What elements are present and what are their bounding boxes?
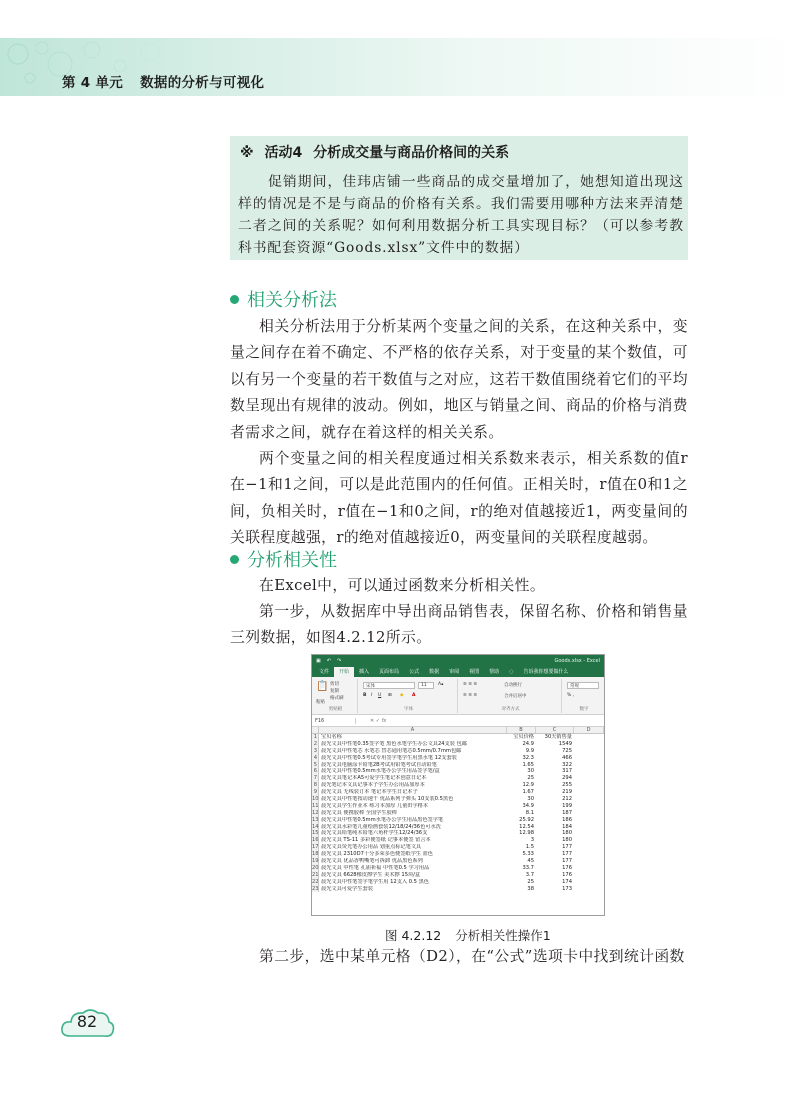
cell-price[interactable]: 9.9 <box>525 747 534 754</box>
cell-price[interactable]: 12.54 <box>519 823 534 830</box>
cell-sales[interactable]: 725 <box>562 747 572 754</box>
cell-name[interactable]: 晨光文具 无线装订本 笔记本学生日记本子 <box>321 789 418 796</box>
lightbulb-icon[interactable]: ◌ <box>509 669 514 675</box>
cell-name[interactable]: 晨光文具学生作业本 练习本加厚 儿童田字格本 <box>321 802 429 809</box>
cell-d[interactable] <box>574 872 604 879</box>
cell-sales[interactable]: 219 <box>562 789 572 796</box>
cell-sales[interactable]: 180 <box>562 830 572 837</box>
row-number[interactable]: 14 <box>312 823 319 830</box>
cell-d[interactable] <box>574 775 604 782</box>
cell-d[interactable] <box>574 782 604 789</box>
row-number[interactable]: 17 <box>312 844 319 851</box>
table-row <box>312 775 604 782</box>
paragraph-correlation-definition: 相关分析法用于分析某两个变量之间的关系，在这种关系中，变量之间存在着不确定、不严格的依存关系，对于变量的某个数值，可以有另一个变量的若干数值与之对应，这若干数值围绕着它们的平均数呈现出有规律的波动。例如，地区与销量之间、商品的价格与消费者需求之间，就存在着这样的相关关系。 <box>230 318 688 441</box>
table-row <box>312 782 604 789</box>
cell-price[interactable]: 1.67 <box>522 789 534 796</box>
cell-sales[interactable]: 255 <box>562 782 572 789</box>
cell-price[interactable]: 45 <box>527 858 534 865</box>
row-number[interactable]: 10 <box>312 796 319 803</box>
tab-page-layout[interactable]: 页面布局 <box>379 669 400 675</box>
cell-d[interactable] <box>574 789 604 796</box>
table-row <box>312 748 604 755</box>
font-group <box>360 679 458 713</box>
table-row <box>312 789 604 796</box>
excel-ribbon <box>312 677 604 715</box>
table-row <box>312 858 604 865</box>
cell-sales[interactable]: 177 <box>562 851 572 858</box>
cell-price[interactable]: 33.7 <box>522 864 534 871</box>
unit-title-text: 数据的分析与可视化 <box>140 75 265 91</box>
cell-d[interactable] <box>574 830 604 837</box>
select-all-corner[interactable] <box>312 727 319 733</box>
font-group-label: 字体 <box>404 707 413 712</box>
table-row <box>312 837 604 844</box>
tab-review[interactable]: 审阅 <box>449 669 460 675</box>
row-number[interactable]: 22 <box>312 878 319 885</box>
number-group <box>564 679 604 713</box>
cell-name[interactable]: 晨光文具可爱学生套装 <box>321 885 373 892</box>
cell-d[interactable] <box>574 768 604 775</box>
cell-sales[interactable]: 187 <box>562 809 572 816</box>
row-number[interactable]: 23 <box>312 885 319 892</box>
tab-file[interactable]: 文件 <box>319 669 330 675</box>
activity-label: 活动4 <box>264 145 303 161</box>
cell-price[interactable]: 25.92 <box>519 816 534 823</box>
row-number[interactable]: 15 <box>312 830 319 837</box>
cell-d[interactable] <box>574 886 604 893</box>
cell-name[interactable]: 晨光文具 2310D7十分多荣多色便签纸学生 蓝色 <box>321 851 433 858</box>
fill-color-icon[interactable]: ◆ <box>400 693 404 698</box>
excel-screenshot <box>311 654 605 916</box>
table-row <box>312 734 604 741</box>
tab-formulas[interactable]: 公式 <box>409 669 420 675</box>
paragraph-correlation-coefficient: 两个变量之间的相关程度通过相关系数来表示，相关系数的值r在−1和1之间，可以是此范围内的任何值。正相关时，r值在0和1之间，负相关时，r值在−1和0之间，r的绝对值越接近1，两变量间的关联程度越强，r的绝对值越接近0，两变量间的关联程度越弱。 <box>230 450 688 547</box>
activity-title <box>240 142 509 162</box>
cell-price[interactable]: 32.3 <box>522 754 534 761</box>
cell-sales[interactable]: 180 <box>562 837 572 844</box>
cell-name[interactable]: 晨光文具中性笔0.5考试专用签字笔学生用黑水笔 12支套装 <box>321 754 457 761</box>
cell-price[interactable]: 38 <box>527 885 534 892</box>
cell-price[interactable]: 30 <box>527 768 534 775</box>
cell-name[interactable]: 晨光文具水彩笔儿童绘画套装12/18/24/36色可水洗 <box>321 823 441 830</box>
row-number[interactable]: 4 <box>313 754 317 761</box>
tab-home[interactable]: 开始 <box>334 667 354 677</box>
cell-name[interactable]: 晨光文具笔记本A5可爱学生笔记本创意日记本 <box>321 775 427 782</box>
excel-ribbon-tabs <box>312 666 604 677</box>
cell-sales[interactable]: 173 <box>562 885 572 892</box>
table-row <box>312 796 604 803</box>
column-header-c[interactable]: C <box>536 727 574 733</box>
row-number[interactable]: 7 <box>313 775 317 782</box>
paragraph-excel-intro: 在Excel中，可以通过函数来分析相关性。 <box>259 577 546 594</box>
cell-price[interactable]: 12.98 <box>519 830 534 837</box>
align-left-icon[interactable]: ≡ ≡ ≡ <box>463 693 478 698</box>
paste-button[interactable]: 粘贴 <box>316 700 325 705</box>
cell-d[interactable] <box>574 865 604 872</box>
wrap-text-button[interactable]: 自动换行 <box>504 683 522 688</box>
cell-d[interactable] <box>574 748 604 755</box>
bullet-dot-icon <box>230 295 239 304</box>
cell-name[interactable]: 晨光文具中性笔0.5mm水笔办公学生用品签字笔/盒 <box>321 768 440 775</box>
cell-d[interactable] <box>574 844 604 851</box>
cell-d[interactable] <box>574 734 604 741</box>
table-row <box>312 762 604 769</box>
cell-sales[interactable]: 174 <box>562 878 572 885</box>
table-row <box>312 830 604 837</box>
border-icon[interactable]: ⊞ <box>388 693 392 698</box>
redo-icon[interactable]: ↷ <box>336 657 342 664</box>
table-row <box>312 817 604 824</box>
unit-number: 第 4 单元 <box>62 75 124 91</box>
cell-name[interactable]: 晨光文具中性笔0.35签字笔 黑色水笔学生办公文具24支装 包邮 <box>321 740 467 747</box>
cell-d[interactable] <box>574 796 604 803</box>
name-box[interactable]: F16 <box>312 718 356 724</box>
cell-name[interactable]: 晨光文具中性笔按动速干 优品系列子弹头 10支装0.5黑色 <box>321 796 454 803</box>
activity-box <box>230 136 688 260</box>
cell-d[interactable] <box>574 837 604 844</box>
clipboard-group <box>314 679 358 713</box>
alignment-group-label: 对齐方式 <box>501 707 520 712</box>
figure-number: 图 4.2.12 <box>385 928 442 943</box>
table-row <box>312 872 604 879</box>
cell-price[interactable]: 34.9 <box>522 802 534 809</box>
row-number[interactable]: 9 <box>313 789 317 796</box>
clipboard-group-label: 剪贴板 <box>328 707 343 712</box>
copy-button[interactable]: 复制 <box>330 689 339 694</box>
save-icon[interactable]: ▣ <box>316 657 321 664</box>
section-heading-text: 相关分析法 <box>247 290 337 311</box>
italic-icon[interactable]: I <box>371 693 373 698</box>
cell-name[interactable]: 晨光笔记本文具记事本子学生办公用品加厚本 <box>321 782 425 789</box>
cell-name[interactable]: 晨光文具中性笔0.5mm水笔办公学生用品黑色签字笔 <box>321 816 444 823</box>
cell-name[interactable]: 晨光文具 中性笔 孔庙祈福 中性笔0.5 学习用品 <box>321 864 430 871</box>
row-number[interactable]: 3 <box>313 747 317 754</box>
row-number[interactable]: 1 <box>313 734 317 740</box>
cell-price[interactable]: 1.65 <box>522 761 534 768</box>
column-headers <box>312 727 604 734</box>
cell-price[interactable]: 3 <box>530 837 534 844</box>
cell-sales[interactable]: 212 <box>562 796 572 803</box>
row-number[interactable]: 19 <box>312 858 319 865</box>
number-format-select[interactable]: 常规 <box>567 682 599 689</box>
row-number[interactable]: 2 <box>313 740 317 747</box>
page-number: 82 <box>76 1012 98 1031</box>
cell-price[interactable]: 24.9 <box>522 740 534 747</box>
cell-sales[interactable]: 176 <box>562 871 572 878</box>
cell-d[interactable] <box>574 762 604 769</box>
table-row <box>312 844 604 851</box>
table-row <box>312 879 604 886</box>
cell-name[interactable]: 宝贝名称 <box>321 734 342 740</box>
table-row <box>312 755 604 762</box>
cut-button[interactable]: 剪切 <box>330 682 339 687</box>
spreadsheet-grid[interactable] <box>312 727 604 892</box>
row-number[interactable]: 11 <box>312 802 319 809</box>
row-number[interactable]: 12 <box>312 809 319 816</box>
cell-price[interactable]: 12.9 <box>522 782 534 789</box>
table-row <box>312 810 604 817</box>
number-group-label: 数字 <box>579 707 589 712</box>
tell-me-search[interactable]: 告诉我你想要做什么 <box>523 669 569 675</box>
section-heading-analyze-correlation <box>230 546 337 572</box>
font-color-icon[interactable]: A <box>412 693 416 698</box>
cell-price[interactable]: 8.1 <box>525 809 534 816</box>
table-row <box>312 824 604 831</box>
table-row <box>312 741 604 748</box>
cell-sales[interactable]: 176 <box>562 864 572 871</box>
cell-name[interactable]: 晨光文具 优品香鸭嘴笔可拆卸 优品黑色系列 <box>321 858 423 865</box>
merge-center-button[interactable]: 合并后居中 <box>504 694 527 699</box>
cell-sales[interactable]: 317 <box>562 768 572 775</box>
activity-title-text: 分析成交量与商品价格间的关系 <box>313 145 510 161</box>
cell-name[interactable]: 晨光文具 6628橡皮擦学生 美术擦 15块/盒 <box>321 871 421 878</box>
cell-name[interactable]: 晨光文具 TS-11 多彩便签纸 记事本便签 留言本 <box>321 837 431 844</box>
row-number[interactable]: 18 <box>312 851 319 858</box>
unit-header <box>62 71 276 91</box>
section-heading-text: 分析相关性 <box>247 550 337 571</box>
excel-title-bar <box>312 655 604 666</box>
tab-insert[interactable]: 插入 <box>359 669 370 675</box>
format-painter-button[interactable]: 格式刷 <box>330 696 344 701</box>
cell-d[interactable] <box>574 879 604 886</box>
cell-sales[interactable]: 186 <box>562 816 572 823</box>
formula-icons[interactable]: ✕ ✓ fx <box>370 717 387 724</box>
table-row <box>312 865 604 872</box>
column-header-b[interactable]: B <box>507 727 536 733</box>
cell-price[interactable]: 30 <box>527 796 534 803</box>
bullet-dot-icon <box>230 555 239 564</box>
cell-name[interactable]: 晨光文具荧光笔办公用品 划重点标记笔文具 <box>321 844 422 851</box>
cell-d[interactable] <box>574 755 604 762</box>
tab-view[interactable]: 视图 <box>469 669 480 675</box>
cell-price[interactable]: 25 <box>527 878 534 885</box>
row-number[interactable]: 13 <box>312 816 319 823</box>
formula-bar <box>312 715 604 727</box>
column-header-d[interactable]: D <box>574 727 604 733</box>
cell-d[interactable] <box>574 741 604 748</box>
cell-name[interactable]: 晨光文具 便携胶棒 全国学生胶棒 <box>321 809 397 816</box>
cell-d[interactable] <box>574 824 604 831</box>
font-size-select[interactable]: 11 <box>418 682 434 689</box>
column-header-a[interactable]: A <box>319 727 507 733</box>
table-row <box>312 851 604 858</box>
row-number[interactable]: 5 <box>313 761 317 768</box>
grid-rows <box>312 734 604 892</box>
underline-icon[interactable]: U <box>378 693 382 698</box>
cell-sales[interactable]: 177 <box>562 844 572 851</box>
figure-caption <box>385 926 561 944</box>
cell-sales[interactable]: 199 <box>562 802 572 809</box>
cell-name[interactable]: 晨光文具中性笔芯 水笔芯 替芯通用笔芯0.5mm/0.7mm包邮 <box>321 747 462 754</box>
alignment-group <box>460 679 562 713</box>
section-heading-correlation-method <box>230 286 337 312</box>
cell-sales[interactable]: 322 <box>562 761 572 768</box>
font-name-select[interactable]: 宋体 <box>363 682 415 689</box>
cell-name[interactable]: 晨光文具电脑涂卡铅笔2B考试用铅笔考试自动铅笔 <box>321 761 437 768</box>
cell-d[interactable] <box>574 858 604 865</box>
row-number[interactable]: 20 <box>312 864 319 871</box>
cell-sales[interactable]: 294 <box>562 775 572 782</box>
cell-sales[interactable]: 184 <box>562 823 572 830</box>
paragraph-step-one: 第一步，从数据库中导出商品销售表，保留名称、价格和销售量三列数据，如图4.2.12所示。 <box>230 603 688 647</box>
activity-mark: ※ <box>240 145 254 161</box>
table-row <box>312 768 604 775</box>
row-number[interactable]: 21 <box>312 871 319 878</box>
cell-price[interactable]: 1.5 <box>525 844 534 851</box>
tab-help[interactable]: 帮助 <box>489 669 500 675</box>
figure-caption-text: 分析相关性操作1 <box>455 928 551 943</box>
cell-price[interactable]: 5.33 <box>522 851 534 858</box>
cell-sales[interactable]: 30天销售量 <box>544 734 572 740</box>
row-number[interactable]: 6 <box>313 768 317 775</box>
percent-icon[interactable]: % , <box>567 693 575 698</box>
cell-sales[interactable]: 177 <box>562 858 572 865</box>
tab-data[interactable]: 数据 <box>429 669 440 675</box>
bold-icon[interactable]: B <box>363 693 367 698</box>
cell-sales[interactable]: 1549 <box>558 740 572 747</box>
cell-price[interactable]: 25 <box>527 775 534 782</box>
table-row <box>312 886 604 893</box>
paste-icon[interactable]: 📋 <box>316 681 329 692</box>
align-top-icon[interactable]: ≡ ≡ ≡ <box>463 682 478 687</box>
cell-price[interactable]: 3.7 <box>525 871 534 878</box>
cell-sales[interactable]: 466 <box>562 754 572 761</box>
paragraph-step-two: 第二步，选中某单元格（D2），在“公式”选项卡中找到统计函数 <box>259 948 685 965</box>
cell-name[interactable]: 晨光文具铅笔纯木铅笔六角杆学生12/24/36支 <box>321 830 428 837</box>
excel-window-title: Goods.xlsx - Excel <box>554 657 600 664</box>
cell-d[interactable] <box>574 817 604 824</box>
table-row <box>312 803 604 810</box>
cell-name[interactable]: 晨光文具中性笔签字笔学生用 12支入 0.5 黑色 <box>321 878 429 885</box>
grow-font-icon[interactable]: A▴ <box>438 682 444 687</box>
activity-body: 促销期间，佳玮店铺一些商品的成交量增加了，她想知道出现这样的情况是不是与商品的价格有关系。我们需要用哪种方法来弄清楚二者之间的关系呢？如何利用数据分析工具实现目标？（可以参考教科书配套资源“Goods.xlsx”文件中的数据） <box>238 174 684 256</box>
row-number[interactable]: 8 <box>313 782 317 789</box>
cell-d[interactable] <box>574 803 604 810</box>
row-number[interactable]: 16 <box>312 837 319 844</box>
cell-d[interactable] <box>574 810 604 817</box>
cell-price[interactable]: 宝贝价格 <box>513 734 534 740</box>
cell-d[interactable] <box>574 851 604 858</box>
undo-icon[interactable]: ↶ <box>326 657 331 664</box>
